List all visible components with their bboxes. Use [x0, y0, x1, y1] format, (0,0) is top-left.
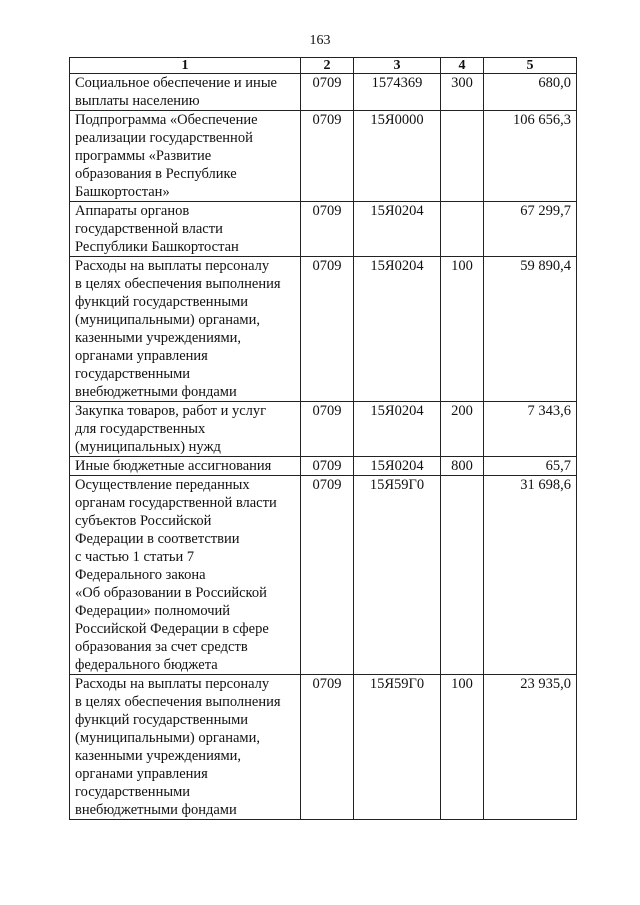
table-row: [70, 457, 577, 476]
row-description: [70, 457, 301, 476]
table-row: [70, 111, 577, 202]
row-description-line: Иные бюджетные ассигнования: [75, 458, 272, 474]
row-section-code: 0709: [301, 74, 354, 111]
row-description-line: программы «Развитие: [75, 148, 212, 164]
row-amount: 7 343,6: [484, 402, 577, 457]
row-description-line: Расходы на выплаты персоналу: [75, 676, 270, 692]
table-row: [70, 74, 577, 111]
row-target-article: 15Я0204: [354, 202, 441, 257]
row-description-line: для государственных: [75, 421, 206, 437]
row-description-line: Федерации в соответствии: [75, 531, 240, 547]
row-expense-type: [441, 202, 484, 257]
row-target-article: 15Я59Г0: [354, 476, 441, 675]
table-row: [70, 202, 577, 257]
row-description-line: субъектов Российской: [75, 513, 212, 529]
row-section-code: 0709: [301, 402, 354, 457]
row-description-line: органами управления: [75, 766, 208, 782]
row-expense-type: 300: [441, 74, 484, 111]
row-section-code: 0709: [301, 111, 354, 202]
row-amount: 65,7: [484, 457, 577, 476]
row-target-article: 15Я0204: [354, 257, 441, 402]
table-body: [70, 74, 577, 820]
row-description-line: (муниципальными) органами,: [75, 312, 260, 328]
row-description-line: казенными учреждениями,: [75, 330, 242, 346]
row-description-line: (муниципальных) нужд: [75, 439, 221, 455]
row-description-line: государственными: [75, 366, 191, 382]
row-description-line: Федерации» полномочий: [75, 603, 231, 619]
row-description-line: «Об образовании в Российской: [75, 585, 267, 601]
row-description-line: органам государственной власти: [75, 495, 277, 511]
table-row: [70, 476, 577, 675]
row-amount: 23 935,0: [484, 675, 577, 820]
row-description: [70, 675, 301, 820]
row-target-article: 15Я0204: [354, 402, 441, 457]
row-target-article: 15Я0204: [354, 457, 441, 476]
row-target-article: 1574369: [354, 74, 441, 111]
row-description-line: функций государственными: [75, 294, 249, 310]
row-description-line: Башкортостан»: [75, 184, 170, 200]
row-description: [70, 402, 301, 457]
column-header-3: 3: [354, 58, 441, 74]
row-amount: 680,0: [484, 74, 577, 111]
budget-table: [69, 57, 577, 820]
row-description-line: Осуществление переданных: [75, 477, 250, 493]
row-description-line: реализации государственной: [75, 130, 253, 146]
row-description-line: Социальное обеспечение и иные: [75, 75, 277, 91]
row-description-line: Республики Башкортостан: [75, 239, 239, 255]
row-description-line: государственными: [75, 784, 191, 800]
column-header-1: 1: [70, 58, 301, 74]
row-description-line: Российской Федерации в сфере: [75, 621, 269, 637]
row-section-code: 0709: [301, 202, 354, 257]
row-description-line: органами управления: [75, 348, 208, 364]
row-section-code: 0709: [301, 675, 354, 820]
row-section-code: 0709: [301, 476, 354, 675]
row-description: [70, 74, 301, 111]
row-description-line: образования в Республике: [75, 166, 237, 182]
row-description: [70, 476, 301, 675]
row-description: [70, 257, 301, 402]
row-description-line: внебюджетными фондами: [75, 384, 237, 400]
row-description-line: федерального бюджета: [75, 657, 218, 673]
table-row: [70, 402, 577, 457]
row-description-line: Подпрограмма «Обеспечение: [75, 112, 258, 128]
row-amount: 59 890,4: [484, 257, 577, 402]
row-description-line: в целях обеспечения выполнения: [75, 276, 281, 292]
row-amount: 31 698,6: [484, 476, 577, 675]
row-description-line: государственной власти: [75, 221, 223, 237]
row-target-article: 15Я59Г0: [354, 675, 441, 820]
row-description-line: (муниципальными) органами,: [75, 730, 260, 746]
row-expense-type: 800: [441, 457, 484, 476]
row-description-line: внебюджетными фондами: [75, 802, 237, 818]
row-description-line: функций государственными: [75, 712, 249, 728]
row-description-line: Расходы на выплаты персоналу: [75, 258, 270, 274]
column-header-2: 2: [301, 58, 354, 74]
column-header-4: 4: [441, 58, 484, 74]
page-number: 163: [309, 33, 331, 48]
row-description-line: в целях обеспечения выполнения: [75, 694, 281, 710]
row-expense-type: [441, 111, 484, 202]
row-description: [70, 111, 301, 202]
table-header-row: [70, 58, 577, 74]
row-description-line: Закупка товаров, работ и услуг: [75, 403, 267, 419]
row-description-line: Федерального закона: [75, 567, 206, 583]
row-description-line: выплаты населению: [75, 93, 200, 109]
row-description-line: казенными учреждениями,: [75, 748, 242, 764]
row-amount: 106 656,3: [484, 111, 577, 202]
column-header-5: 5: [484, 58, 577, 74]
row-description-line: с частью 1 статьи 7: [75, 549, 195, 565]
row-expense-type: 100: [441, 257, 484, 402]
row-expense-type: 100: [441, 675, 484, 820]
row-expense-type: 200: [441, 402, 484, 457]
table-row: [70, 675, 577, 820]
row-section-code: 0709: [301, 457, 354, 476]
table-row: [70, 257, 577, 402]
row-section-code: 0709: [301, 257, 354, 402]
row-description: [70, 202, 301, 257]
row-amount: 67 299,7: [484, 202, 577, 257]
row-expense-type: [441, 476, 484, 675]
row-target-article: 15Я0000: [354, 111, 441, 202]
row-description-line: Аппараты органов: [75, 203, 190, 219]
row-description-line: образования за счет средств: [75, 639, 248, 655]
